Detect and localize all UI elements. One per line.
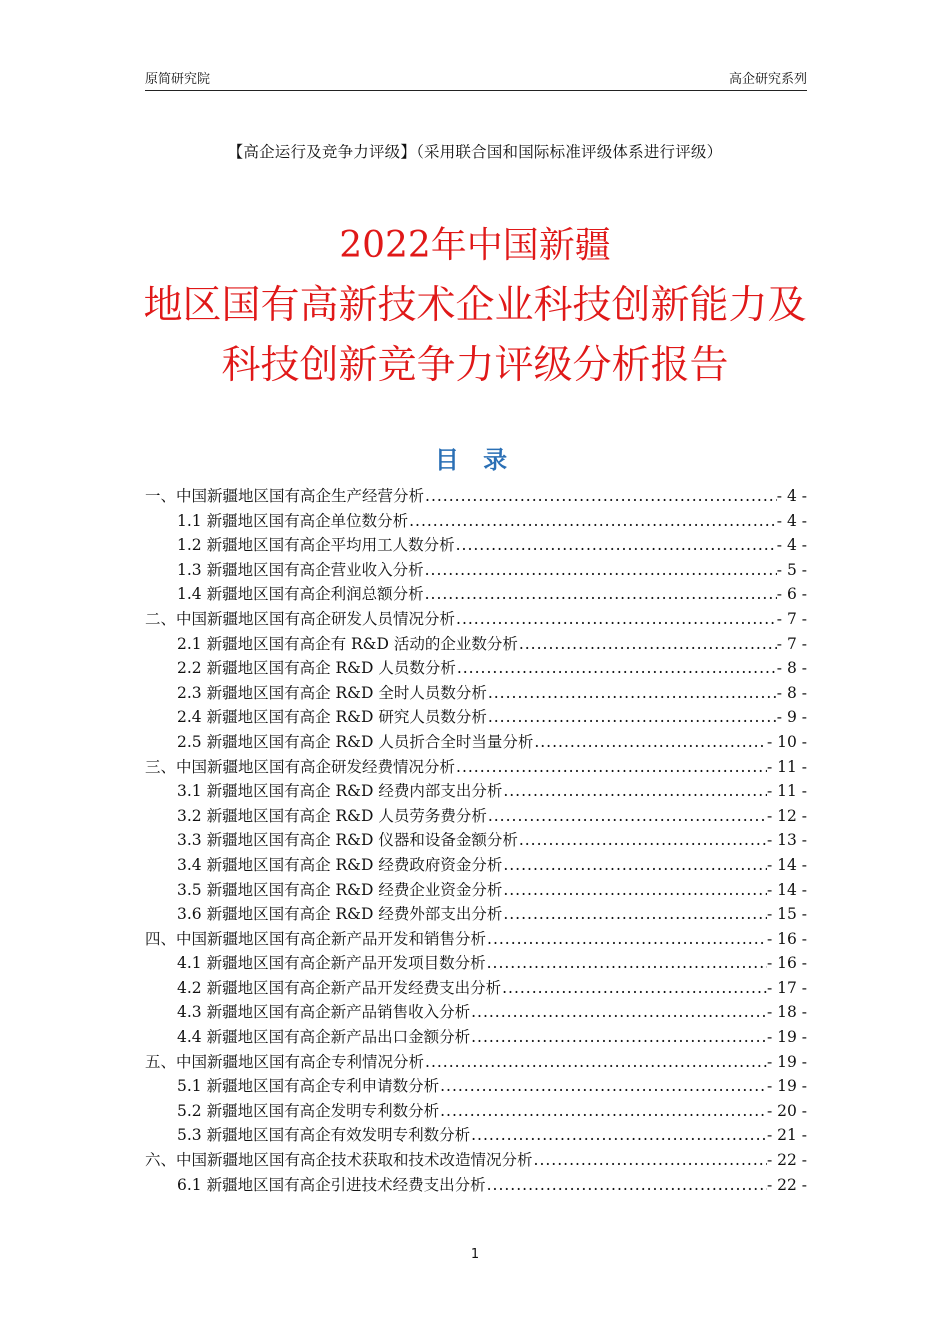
title-line-3: 科技创新竞争力评级分析报告 [221, 343, 729, 388]
toc-entry-title: 1.2 新疆地区国有高企平均用工人数分析 [177, 536, 455, 555]
toc-entry-page: - 16 - [766, 929, 807, 948]
toc-entry-page: - 15 - [766, 905, 807, 924]
toc-entry-page: - 14 - [766, 855, 807, 874]
toc-dot-leader [470, 1123, 767, 1148]
toc-subsection-entry[interactable] [145, 705, 807, 730]
toc-entry-page: - 22 - [766, 1151, 807, 1170]
toc-dot-leader [518, 632, 777, 657]
toc-entry-page: - 8 - [776, 683, 807, 702]
toc-entry-title: 3.6 新疆地区国有高企 R&D 经费外部支出分析 [177, 905, 503, 924]
toc-entry-page: - 10 - [766, 732, 807, 751]
toc-entry-title: 2.2 新疆地区国有高企 R&D 人员数分析 [177, 659, 456, 678]
toc-entry-title: 1.4 新疆地区国有高企利润总额分析 [177, 585, 424, 604]
toc-subsection-entry[interactable] [145, 509, 807, 534]
toc-dot-leader [455, 533, 777, 558]
toc-subsection-entry[interactable] [145, 1025, 807, 1050]
toc-entry-title: 六、中国新疆地区国有高企技术获取和技术改造情况分析 [145, 1151, 533, 1170]
toc-subsection-entry[interactable] [145, 558, 807, 583]
toc-dot-leader [502, 853, 767, 878]
toc-section-entry[interactable] [145, 484, 807, 509]
toc-entry-page: - 21 - [766, 1126, 807, 1145]
toc-entry-title: 5.1 新疆地区国有高企专利申请数分析 [177, 1077, 440, 1096]
toc-subsection-entry[interactable] [145, 779, 807, 804]
toc-dot-leader [408, 509, 777, 534]
toc-entry-title: 一、中国新疆地区国有高企生产经营分析 [145, 487, 425, 505]
toc-dot-leader [424, 558, 777, 583]
toc-entry-title: 3.5 新疆地区国有高企 R&D 经费企业资金分析 [177, 880, 503, 899]
page-header [145, 66, 807, 91]
page-number: 1 [470, 1247, 480, 1262]
toc-dot-leader [486, 1173, 767, 1198]
toc-dot-leader [502, 878, 767, 903]
toc-dot-leader [487, 705, 777, 730]
toc-entry-page: - 9 - [776, 708, 807, 727]
toc-dot-leader [501, 976, 767, 1001]
toc-entry-title: 2.4 新疆地区国有高企 R&D 研究人员数分析 [177, 708, 487, 727]
toc-subsection-entry[interactable] [145, 878, 807, 903]
toc-dot-leader [470, 1000, 767, 1025]
toc-entry-title: 5.3 新疆地区国有高企有效发明专利数分析 [177, 1126, 471, 1145]
toc-subsection-entry[interactable] [145, 853, 807, 878]
toc-dot-leader [424, 484, 777, 509]
table-of-contents [145, 484, 807, 1197]
toc-dot-leader [455, 607, 777, 632]
toc-section-entry[interactable] [145, 755, 807, 780]
toc-subsection-entry[interactable] [145, 1123, 807, 1148]
toc-entry-page: - 4 - [776, 536, 807, 555]
toc-entry-title: 二、中国新疆地区国有高企研发人员情况分析 [145, 609, 456, 628]
toc-entry-page: - 11 - [766, 782, 807, 801]
toc-subsection-entry[interactable] [145, 632, 807, 657]
toc-dot-leader [487, 681, 777, 706]
toc-entry-title: 4.2 新疆地区国有高企新产品开发经费支出分析 [177, 978, 502, 997]
toc-entry-page: - 7 - [776, 634, 807, 653]
toc-entry-page: - 19 - [766, 1077, 807, 1096]
toc-heading: 目 录 [434, 446, 516, 474]
toc-entry-title: 6.1 新疆地区国有高企引进技术经费支出分析 [177, 1175, 486, 1194]
toc-subsection-entry[interactable] [145, 804, 807, 829]
toc-dot-leader [533, 1148, 767, 1173]
header-publisher: 原简研究院 [145, 72, 211, 87]
toc-subsection-entry[interactable] [145, 1173, 807, 1198]
toc-dot-leader [487, 804, 767, 829]
toc-dot-leader [502, 779, 767, 804]
toc-section-entry[interactable] [145, 1050, 807, 1075]
toc-dot-leader [424, 582, 777, 607]
toc-subsection-entry[interactable] [145, 582, 807, 607]
toc-section-entry[interactable] [145, 927, 807, 952]
title-line-1: 2022年中国新疆 [339, 225, 611, 266]
toc-entry-page: - 7 - [776, 609, 807, 628]
toc-dot-leader [502, 902, 767, 927]
toc-entry-title: 2.5 新疆地区国有高企 R&D 人员折合全时当量分析 [177, 732, 534, 751]
report-title [0, 216, 950, 396]
toc-subsection-entry[interactable] [145, 656, 807, 681]
toc-entry-page: - 22 - [766, 1175, 807, 1194]
toc-dot-leader [455, 755, 767, 780]
toc-dot-leader [470, 1025, 767, 1050]
toc-entry-page: - 11 - [766, 757, 807, 776]
toc-entry-page: - 6 - [776, 585, 807, 604]
toc-entry-title: 三、中国新疆地区国有高企研发经费情况分析 [145, 757, 456, 776]
toc-entry-title: 四、中国新疆地区国有高企新产品开发和销售分析 [145, 929, 487, 948]
toc-entry-page: - 16 - [766, 954, 807, 973]
toc-dot-leader [456, 656, 777, 681]
toc-entry-page: - 12 - [766, 806, 807, 825]
toc-entry-title: 5.2 新疆地区国有高企发明专利数分析 [177, 1101, 440, 1120]
toc-entry-page: - 14 - [766, 880, 807, 899]
toc-entry-page: - 8 - [776, 659, 807, 678]
header-series: 高企研究系列 [728, 72, 807, 87]
toc-subsection-entry[interactable] [145, 1099, 807, 1124]
toc-entry-title: 五、中国新疆地区国有高企专利情况分析 [145, 1052, 425, 1071]
toc-section-entry[interactable] [145, 607, 807, 632]
title-line-2: 地区国有高新技术企业科技创新能力及 [143, 283, 807, 328]
toc-entry-title: 3.4 新疆地区国有高企 R&D 经费政府资金分析 [177, 855, 503, 874]
toc-entry-title: 3.2 新疆地区国有高企 R&D 人员劳务费分析 [177, 806, 487, 825]
toc-subsection-entry[interactable] [145, 681, 807, 706]
toc-dot-leader [439, 1074, 767, 1099]
toc-section-entry[interactable] [145, 1148, 807, 1173]
toc-subsection-entry[interactable] [145, 730, 807, 755]
report-subtitle: 【高企运行及竞争力评级】（采用联合国和国际标准评级体系进行评级） [227, 143, 723, 161]
toc-dot-leader [533, 730, 767, 755]
toc-entry-page: - 19 - [766, 1052, 807, 1071]
toc-entry-title: 4.1 新疆地区国有高企新产品开发项目数分析 [177, 954, 486, 973]
toc-entry-page: - 19 - [766, 1028, 807, 1047]
toc-subsection-entry[interactable] [145, 976, 807, 1001]
toc-subsection-entry[interactable] [145, 1000, 807, 1025]
toc-subsection-entry[interactable] [145, 828, 807, 853]
toc-entry-page: - 5 - [776, 560, 807, 579]
toc-subsection-entry[interactable] [145, 902, 807, 927]
toc-entry-title: 4.4 新疆地区国有高企新产品出口金额分析 [177, 1028, 471, 1047]
toc-entry-page: - 20 - [766, 1101, 807, 1120]
toc-entry-title: 3.1 新疆地区国有高企 R&D 经费内部支出分析 [177, 782, 503, 801]
toc-dot-leader [424, 1050, 767, 1075]
toc-entry-title: 1.1 新疆地区国有高企单位数分析 [177, 511, 409, 530]
toc-dot-leader [486, 927, 767, 952]
toc-entry-title: 1.3 新疆地区国有高企营业收入分析 [177, 560, 424, 579]
toc-entry-title: 3.3 新疆地区国有高企 R&D 仪器和设备金额分析 [177, 831, 518, 850]
toc-subsection-entry[interactable] [145, 1074, 807, 1099]
toc-dot-leader [518, 828, 767, 853]
toc-entry-page: - 18 - [766, 1003, 807, 1022]
toc-entry-title: 2.3 新疆地区国有高企 R&D 全时人员数分析 [177, 683, 487, 702]
toc-subsection-entry[interactable] [145, 533, 807, 558]
toc-entry-page: - 4 - [776, 511, 807, 530]
toc-entry-page: - 4 - [776, 487, 807, 505]
toc-entry-page: - 17 - [766, 978, 807, 997]
toc-entry-page: - 13 - [766, 831, 807, 850]
toc-entry-title: 2.1 新疆地区国有高企有 R&D 活动的企业数分析 [177, 634, 518, 653]
toc-dot-leader [439, 1099, 767, 1124]
toc-dot-leader [486, 951, 767, 976]
toc-subsection-entry[interactable] [145, 951, 807, 976]
toc-entry-title: 4.3 新疆地区国有高企新产品销售收入分析 [177, 1003, 471, 1022]
